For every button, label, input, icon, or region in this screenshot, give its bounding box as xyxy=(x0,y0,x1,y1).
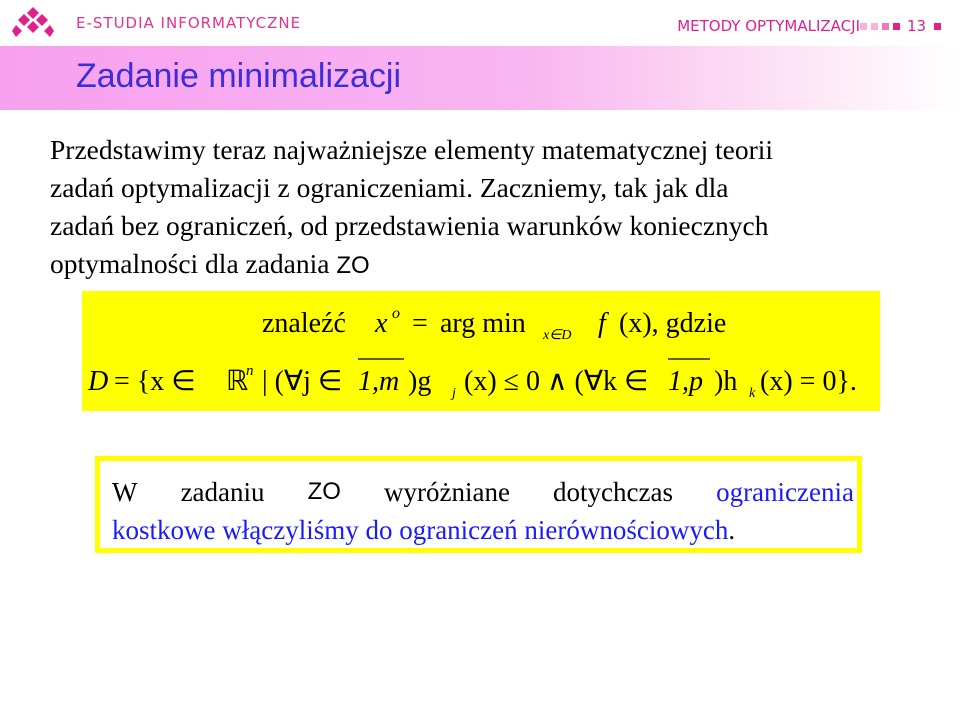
formula-var: D xyxy=(88,366,109,397)
formula-text: = xyxy=(412,308,428,339)
formula-var: f xyxy=(598,308,606,339)
formula-box xyxy=(82,291,880,411)
logo-icon xyxy=(12,5,54,41)
note-text xyxy=(112,473,854,549)
zo-symbol: ZO xyxy=(336,252,370,279)
note-box xyxy=(95,456,862,553)
square-icon xyxy=(893,23,900,30)
intro-line-text: optymalności dla zadania xyxy=(50,248,330,279)
note-inner xyxy=(100,461,857,548)
formula-text: )h xyxy=(714,366,738,397)
formula-sup: n xyxy=(246,363,254,379)
note-line xyxy=(112,511,854,549)
formula-text: (x) ≤ 0 ∧ (∀k ∈ xyxy=(464,366,649,397)
square-icon xyxy=(871,23,878,30)
page-indicator-squares xyxy=(860,23,900,30)
course-title: METODY OPTYMALIZACJI xyxy=(677,17,860,35)
note-word: W xyxy=(112,477,138,507)
formula-svg xyxy=(82,291,880,411)
note-word-highlight: ograniczenia xyxy=(716,477,854,507)
note-word: dotychczas xyxy=(553,477,673,507)
formula-sub: x∈D xyxy=(543,328,572,343)
formula-var: x xyxy=(375,308,388,339)
zo-symbol: ZO xyxy=(307,478,341,505)
formula-sub: k xyxy=(749,386,756,401)
brand-name: E-STUDIA INFORMATYCZNE xyxy=(76,14,302,32)
square-icon xyxy=(934,23,941,30)
page-number: 13 xyxy=(907,17,927,35)
square-icon xyxy=(882,23,889,30)
formula-var: 1,p xyxy=(668,366,703,397)
square-icon xyxy=(860,23,867,30)
svg-text:znaleźć x xyxy=(262,308,388,339)
note-line xyxy=(112,473,854,511)
formula-text: (x) = 0}. xyxy=(760,366,857,397)
formula-text: )g xyxy=(408,366,432,397)
formula-text: ℝ xyxy=(226,366,249,397)
formula-var: 1,m xyxy=(358,366,400,397)
intro-paragraph xyxy=(50,131,910,285)
formula-text: | (∀j ∈ xyxy=(262,366,343,397)
note-word: wyróżniane xyxy=(384,477,510,507)
intro-line xyxy=(50,245,910,285)
note-highlight: kostkowe włączyliśmy do ograniczeń nierównościowych xyxy=(112,515,729,545)
intro-line: zadań optymalizacji z ograniczeniami. Zaczniemy, tak jak dla xyxy=(50,172,729,203)
formula-sub: j xyxy=(452,386,456,401)
note-word: zadaniu xyxy=(180,477,265,507)
intro-line: zadań bez ograniczeń, od przedstawienia warunków koniecznych xyxy=(50,210,769,241)
formula-text: (x), gdzie xyxy=(619,308,727,339)
intro-line: Przedstawimy teraz najważniejsze elementy matematycznej teorii xyxy=(50,134,774,165)
note-period: . xyxy=(728,515,736,545)
formula-text: znaleźć xyxy=(262,308,346,339)
formula-text: arg min xyxy=(440,308,526,339)
slide-title: Zadanie minimalizacji xyxy=(76,57,402,95)
formula-sup: o xyxy=(392,305,400,322)
formula-text: = {x ∈ xyxy=(114,366,196,397)
